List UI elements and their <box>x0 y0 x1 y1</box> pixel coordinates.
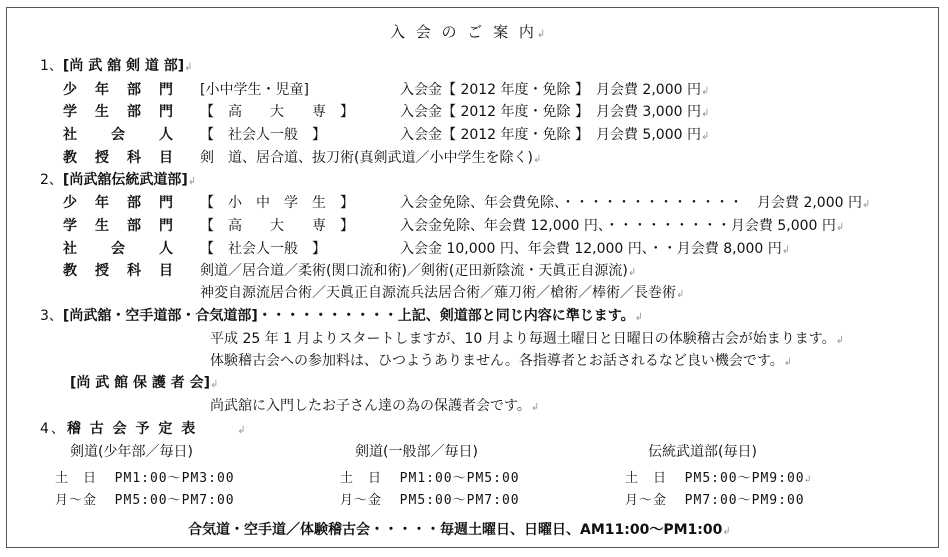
schedule-row: 土 日 PM5:00〜PM9:00↲ <box>625 471 812 486</box>
kendo-row-dept: 社 会 人 <box>63 127 175 143</box>
kendo-row-fee: 入会金【 2012 年度・免除 】 月会費 5,000 円↲ <box>400 127 710 143</box>
traditional-row-fee: 入会金 10,000 円、年会費 12,000 円、・・月会費 8,000 円↲ <box>400 241 791 257</box>
kendo-subjects-label: 教 授 科 目 <box>63 150 175 166</box>
traditional-row-fee: 入会金免除、年会費 12,000 円、・・・・・・・・・月会費 5,000 円↲ <box>400 218 845 234</box>
traditional-row-class: 【 小 中 学 生 】 <box>200 195 354 211</box>
schedule-column-title: 剣道(少年部／毎日) <box>70 444 193 460</box>
schedule-column-title: 剣道(一般部／毎日) <box>355 444 478 460</box>
section-karate-heading: 3、[尚武舘・空手道部・合気道部]・・・・・・・・・・上記、剣道部と同じ内容に準じます。↲ <box>40 308 643 324</box>
schedule-row: 月〜金 PM5:00〜PM7:00 <box>340 493 520 508</box>
traditional-subjects-line1: 剣道／居合道／柔術(関口流和術)／剣術(疋田新陰流・天眞正自源流)↲ <box>200 263 637 279</box>
guardian-heading: [尚 武 館 保 護 者 会]↲ <box>70 375 219 391</box>
guardian-line1: 尚武舘に入門したお子さん達の為の保護者会です。↲ <box>210 398 540 414</box>
schedule-footer: 合気道・空手道／体験稽古会・・・・・毎週土曜日、日曜日、AM11:00〜PM1:00↲ <box>188 522 731 538</box>
section-schedule-heading: 4、稽 古 会 予 定 表 ↲ <box>40 421 248 437</box>
schedule-row: 月〜金 PM5:00〜PM7:00 <box>55 493 235 508</box>
karate-line2: 体験稽古会への参加料は、ひつようありません。各指導者とお話されるなど良い機会です。↲ <box>210 353 793 369</box>
kendo-row-fee: 入会金【 2012 年度・免除 】 月会費 3,000 円↲ <box>400 104 710 120</box>
traditional-subjects-label: 教 授 科 目 <box>63 263 175 279</box>
kendo-row-dept: 少 年 部 門 <box>63 82 175 98</box>
traditional-row-class: 【 高 大 専 】 <box>200 218 354 234</box>
kendo-row-class: 【 社会人一般 】 <box>200 127 326 143</box>
kendo-row-dept: 学 生 部 門 <box>63 104 175 120</box>
traditional-row-dept: 少 年 部 門 <box>63 195 175 211</box>
schedule-row: 土 日 PM1:00〜PM5:00 <box>340 471 520 486</box>
kendo-row-fee: 入会金【 2012 年度・免除 】 月会費 2,000 円↲ <box>400 82 710 98</box>
kendo-subjects: 剣 道、居合道、抜刀術(真剣武道／小中学生を除く)↲ <box>200 150 542 166</box>
section-traditional-heading: 2、[尚武舘伝統武道部]↲ <box>40 172 197 188</box>
karate-line1: 平成 25 年 1 月よりスタートしますが、10 月より毎週土曜日と日曜日の体験稽古会が始まります。↲ <box>210 331 845 347</box>
traditional-row-dept: 社 会 人 <box>63 241 175 257</box>
traditional-row-class: 【 社会人一般 】 <box>200 241 326 257</box>
traditional-row-fee: 入会金免除、年会費免除、・・・・・・・・・・・・・ 月会費 2,000 円↲ <box>400 195 871 211</box>
schedule-column-title: 伝統武道部(毎日) <box>648 444 757 460</box>
traditional-subjects-line2: 神変自源流居合術／天眞正自源流兵法居合術／薙刀術／槍術／棒術／長巻術↲ <box>200 285 685 301</box>
traditional-row-dept: 学 生 部 門 <box>63 218 175 234</box>
schedule-row: 月〜金 PM7:00〜PM9:00 <box>625 493 805 508</box>
kendo-row-class: 【 高 大 専 】 <box>200 104 354 120</box>
schedule-row: 土 日 PM1:00〜PM3:00 <box>55 471 235 486</box>
kendo-row-class: [小中学生・児童] <box>200 82 309 98</box>
document-title: 入 会 の ご 案 内↲ <box>390 23 549 41</box>
section-kendo-heading: 1、[尚 武 舘 剣 道 部]↲ <box>40 58 193 74</box>
